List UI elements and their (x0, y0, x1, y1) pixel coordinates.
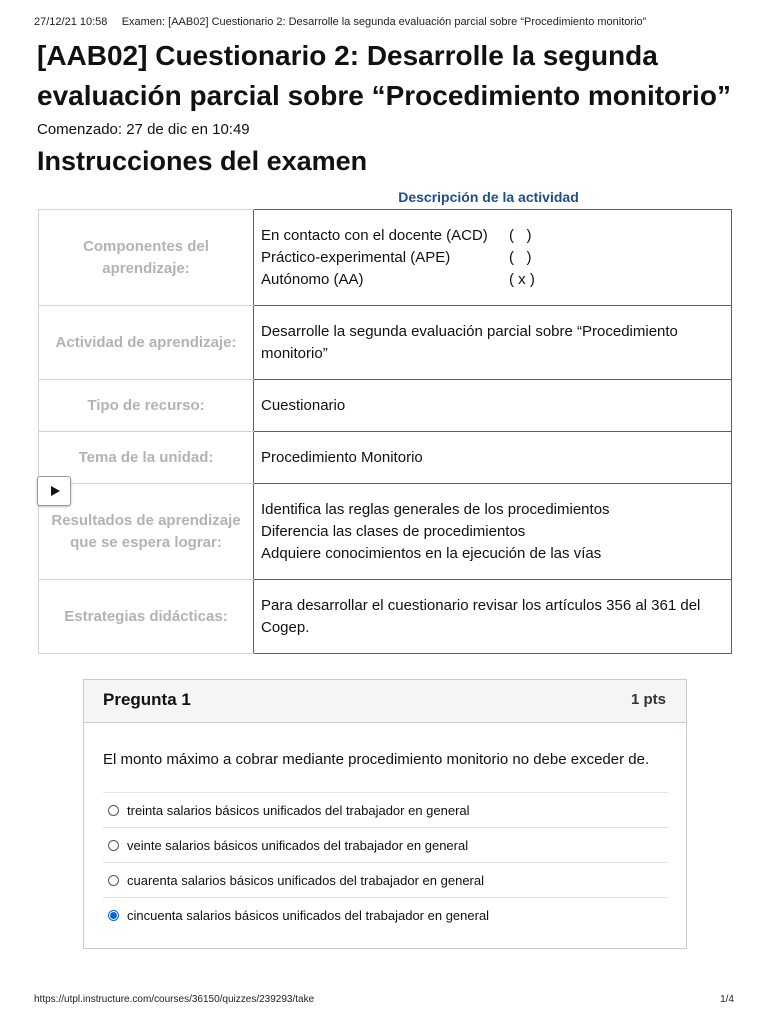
answer-label: treinta salarios básicos unificados del trabajador en general (127, 802, 470, 818)
play-button[interactable] (37, 476, 71, 506)
row-value-activity: Desarrolle la segunda evaluación parcial sobre “Procedimiento monitorio” (254, 306, 732, 380)
print-page-title: Examen: [AAB02] Cuestionario 2: Desarrolle la segunda evaluación parcial sobre “Procedimiento monitorio” (121, 16, 647, 28)
outcome-line: Diferencia las clases de procedimientos (261, 522, 526, 540)
print-header (34, 16, 734, 30)
row-value-resource-type: Cuestionario (254, 380, 732, 432)
row-label-activity: Actividad de aprendizaje: (39, 306, 254, 380)
table-row (39, 432, 732, 484)
answer-option[interactable] (103, 897, 668, 932)
answer-list (103, 792, 668, 932)
radio-button[interactable] (108, 875, 119, 886)
answer-label: cincuenta salarios básicos unificados del trabajador en general (127, 907, 490, 923)
row-label-resource-type: Tipo de recurso: (39, 380, 254, 432)
row-label-strategies: Estrategias didácticas: (39, 580, 254, 654)
question-text: El monto máximo a cobrar mediante procedimiento monitorio no debe exceder de. (103, 751, 650, 768)
answer-option[interactable] (103, 862, 668, 897)
question-header (84, 680, 686, 723)
started-timestamp: Comenzado: 27 de dic en 10:49 (37, 121, 250, 138)
radio-button[interactable] (108, 805, 119, 816)
component-ape: Práctico-experimental (APE) ( ) (261, 248, 532, 266)
component-acd: En contacto con el docente (ACD) ( ) (261, 226, 532, 244)
row-label-components: Componentes del aprendizaje: (39, 210, 254, 306)
question-card (83, 679, 687, 949)
question-title: Pregunta 1 (103, 690, 191, 709)
activity-table (38, 209, 732, 654)
row-label-learning-outcomes: Resultados de aprendizaje que se espera lograr: (39, 484, 254, 580)
table-row (39, 484, 732, 580)
table-row (39, 580, 732, 654)
answer-label: veinte salarios básicos unificados del trabajador en general (127, 837, 469, 853)
row-label-unit-topic: Tema de la unidad: (39, 432, 254, 484)
row-value-learning-outcomes (254, 484, 732, 580)
activity-table-caption: Descripción de la actividad (398, 189, 579, 205)
answer-option[interactable] (103, 827, 668, 862)
answer-label: cuarenta salarios básicos unificados del trabajador en general (127, 872, 484, 888)
outcome-line: Identifica las reglas generales de los procedimientos (261, 500, 610, 518)
print-page-number: 1/4 (720, 994, 734, 1005)
instructions-heading: Instrucciones del examen (37, 146, 368, 176)
table-row (39, 210, 732, 306)
outcome-line: Adquiere conocimientos en la ejecución de las vías (261, 544, 602, 562)
answer-option[interactable] (103, 792, 668, 827)
print-datetime: 27/12/21 10:58 (34, 16, 108, 28)
play-icon (51, 486, 60, 496)
question-points: 1 pts (630, 691, 666, 708)
radio-button-selected[interactable] (108, 910, 119, 921)
row-value-components (254, 210, 732, 306)
radio-button[interactable] (108, 840, 119, 851)
table-row (39, 306, 732, 380)
row-value-strategies: Para desarrollar el cuestionario revisar los artículos 356 al 361 del Cogep. (254, 580, 732, 654)
print-url: https://utpl.instructure.com/courses/36150/quizzes/239293/take (34, 994, 315, 1005)
component-aa: Autónomo (AA) ( x ) (261, 270, 535, 288)
page-title: [AAB02] Cuestionario 2: Desarrolle la segunda evaluación parcial sobre “Procedimiento monitorio” (37, 40, 731, 111)
row-value-unit-topic: Procedimiento Monitorio (254, 432, 732, 484)
table-row (39, 380, 732, 432)
